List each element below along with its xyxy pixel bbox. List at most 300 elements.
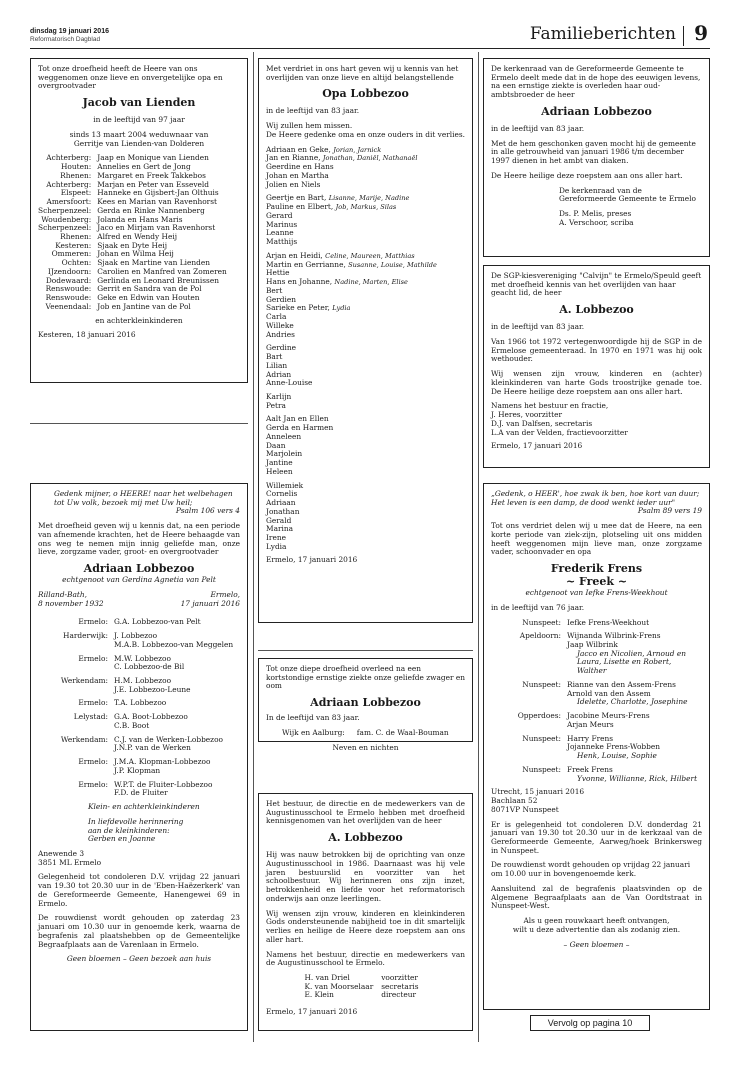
address-line: Anewende 3 bbox=[38, 849, 85, 858]
notice-text: Namens het bestuur, directie en medewerkers van de Augustinusschool te Ermelo. bbox=[266, 949, 465, 968]
address-line: Bachlaan 52 bbox=[491, 796, 538, 806]
names: Johan en Wilma Heij bbox=[97, 249, 174, 259]
children-names: Lisanne, Marije, Nadine bbox=[328, 194, 410, 203]
names: Jantine bbox=[266, 458, 293, 468]
names: Cornelis bbox=[266, 489, 298, 499]
signature-line: D.J. van Dalfsen, secretaris bbox=[491, 418, 593, 428]
notice-intro: De kerkenraad van de Gereformeerde Gemeente te Ermelo deelt mede dat in de hope des eeuwigen levens, na een ernstige ziekte is overleden haar oud-ambtsbroeder de heer bbox=[491, 64, 701, 100]
names: Bert bbox=[266, 285, 283, 295]
place: Werkendam: bbox=[60, 734, 108, 744]
signature-line: De kerkenraad van de bbox=[559, 185, 642, 195]
children-names: Jacco en Nicolien, Arnoud en Laura, Lisette en Robert, Walther bbox=[577, 648, 686, 676]
children-names: Idelette, Charlotte, Josephine bbox=[577, 697, 688, 707]
nickname: ~ Freek ~ bbox=[565, 575, 628, 589]
name: Jojanneke Frens-Wobben bbox=[567, 742, 661, 752]
names: Petra bbox=[266, 400, 286, 410]
grandchildren-list bbox=[266, 146, 465, 552]
place: Ermelo: bbox=[78, 698, 108, 708]
family-group bbox=[491, 766, 702, 783]
spouse-line: echtgenoot van Iefke Frens-Weekhout bbox=[525, 588, 668, 598]
family-group bbox=[266, 146, 465, 190]
age-line: in de leeftijd van 83 jaar. bbox=[491, 123, 585, 133]
names: Gerald bbox=[266, 515, 292, 525]
family-row bbox=[266, 331, 465, 340]
family-list bbox=[38, 154, 227, 311]
spouse-line: echtgenoot van Gerdina Agnetia van Pelt bbox=[62, 575, 216, 585]
children-names: Susanne, Louise, Mathilde bbox=[348, 260, 437, 269]
name: Jacobine Meurs-Frens bbox=[567, 711, 650, 721]
deceased-name: Adriaan Lobbezoo bbox=[310, 696, 421, 710]
signature-line: J. Heres, voorzitter bbox=[491, 410, 563, 420]
address-line: Utrecht, 15 januari 2016 bbox=[491, 787, 585, 797]
family-row bbox=[266, 468, 465, 477]
name: J.M.A. Klopman-Lobbezoo bbox=[114, 757, 211, 767]
signature-block bbox=[491, 402, 702, 437]
place-date: Kesteren, 18 januari 2016 bbox=[38, 330, 136, 340]
notice-intro: De SGP-kiesvereniging "Calvijn" te Ermelo/Speuld geeft met droefheid kennis van het overlijden van haar geacht lid, de heer bbox=[491, 271, 702, 298]
names: Daan bbox=[266, 440, 286, 450]
family-list bbox=[38, 618, 240, 798]
age-line: in de leeftijd van 83 jaar. bbox=[266, 106, 360, 116]
place: Dodewaard: bbox=[45, 275, 92, 285]
names: Heleen bbox=[266, 466, 293, 476]
names-block bbox=[567, 735, 702, 761]
age-line: In de leeftijd van 83 jaar. bbox=[266, 713, 360, 723]
deceased-name: Jacob van Lienden bbox=[82, 96, 196, 110]
names-block bbox=[114, 699, 240, 708]
family-group bbox=[38, 758, 240, 775]
names: Marjolein bbox=[266, 449, 303, 459]
place: Werkendam: bbox=[60, 675, 108, 685]
signature-line: Ds. P. Melis, preses bbox=[559, 209, 632, 219]
place: Rhenen: bbox=[60, 170, 92, 180]
place: Renswoude: bbox=[45, 284, 92, 294]
children-names: Jonathan, Daniël, Nathanaël bbox=[322, 154, 418, 163]
name: G.A. Boot-Lobbezoo bbox=[114, 712, 188, 722]
notice-text: Gelegenheid tot condoleren D.V. vrijdag 22 januari van 19.30 tot 20.30 uur in de 'Eben-Haëzerkerk' van de Gereformeerde Gemeente, Hanengewei 69 in Ermelo. bbox=[38, 872, 240, 908]
family-row bbox=[266, 353, 465, 362]
notice-text: De Heere heilige deze roepstem aan ons aller hart. bbox=[491, 170, 683, 180]
names: Carla bbox=[266, 312, 287, 322]
place: Lelystad: bbox=[73, 712, 108, 722]
signature-block bbox=[559, 187, 702, 228]
names: Lydia bbox=[266, 541, 287, 551]
role: secretaris bbox=[381, 981, 419, 991]
header-divider bbox=[683, 26, 684, 46]
notice-text: Er is gelegenheid tot condoleren D.V. donderdag 21 januari van 19.30 tot 20.30 uur in de kerkzaal van de Gereformeerde Gemeente, Aarweg/hoek Brinkersweg in Nunspeet. bbox=[491, 819, 702, 855]
widower-line: sinds 13 maart 2004 weduwnaar van bbox=[69, 129, 209, 139]
names: Gerda en Rinke Nannenberg bbox=[97, 205, 205, 215]
names: Pauline en Elbert, bbox=[266, 202, 334, 212]
family-group bbox=[38, 677, 240, 694]
family-group bbox=[38, 781, 240, 798]
family-row bbox=[266, 322, 465, 331]
signature-line: L.A van der Velden, fractievoorzitter bbox=[491, 427, 628, 437]
notice-intro: Met droefheid geven wij u kennis dat, na een periode van afnemende krachten, het de Heere behaagde van ons weg te nemen mijn innig geliefde man, onze lieve, zorgzame vader, groot- en overgrootvader bbox=[38, 521, 240, 557]
place: Wijk en Aalburg: bbox=[282, 727, 345, 737]
notice-augustinusschool bbox=[258, 793, 473, 1031]
ad-divider bbox=[258, 650, 473, 651]
names: Marjan en Peter van Esseveld bbox=[97, 179, 209, 189]
names: Hans en Johanne, bbox=[266, 277, 333, 287]
age-line: in de leeftijd van 76 jaar. bbox=[491, 602, 585, 612]
names-block bbox=[567, 632, 702, 676]
notice-sgp bbox=[483, 265, 710, 468]
names: Lilian bbox=[266, 360, 288, 370]
notice-kerkenraad bbox=[483, 58, 710, 257]
family-row bbox=[266, 459, 465, 468]
family-row bbox=[266, 517, 465, 526]
birth-date: 8 november 1932 bbox=[38, 598, 104, 608]
column-divider bbox=[253, 52, 254, 1042]
family-row bbox=[266, 238, 465, 247]
family-group bbox=[38, 618, 240, 627]
deceased-name: A. Lobbezoo bbox=[328, 831, 403, 845]
place: Ochten: bbox=[61, 258, 92, 268]
notice-text: Hij was nauw betrokken bij de oprichting van onze Augustinusschool in 1986. Daarnaast was hij vele jaren bestuurslid en voorzitter van het schoolbestuur. Wij herinneren ons zijn inzet, betrokkenheid en liefde voor het reformatorisch onderwijs aan onze leerlingen. bbox=[266, 850, 465, 903]
role: voorzitter bbox=[381, 972, 418, 982]
place: Woudenberg: bbox=[41, 214, 92, 224]
name: C.J. van de Werken-Lobbezoo bbox=[114, 734, 223, 744]
names: Annelies en Gert de Jong bbox=[97, 162, 191, 172]
family-group bbox=[38, 632, 240, 649]
age-line: in de leeftijd van 83 jaar. bbox=[491, 322, 585, 332]
verse-line: „Gedenk, o HEER', hoe zwak ik ben, hoe kort van duur; bbox=[491, 489, 700, 498]
name: J.P. Klopman bbox=[114, 765, 161, 775]
family-row bbox=[266, 508, 465, 517]
notice-text: wilt u deze advertentie dan als zodanig zien. bbox=[512, 924, 681, 934]
place: Elspeet: bbox=[60, 188, 92, 198]
place: Ermelo: bbox=[78, 617, 108, 627]
place: Nunspeet: bbox=[522, 764, 561, 774]
deceased-name: A. Lobbezoo bbox=[559, 303, 634, 317]
family-row bbox=[266, 534, 465, 543]
age-line: in de leeftijd van 97 jaar bbox=[93, 115, 185, 125]
names: Sarieke en Peter, bbox=[266, 303, 330, 313]
family-row bbox=[266, 402, 465, 411]
name: Wijnanda Wilbrink-Frens bbox=[567, 631, 661, 641]
place: Amersfoort: bbox=[46, 197, 92, 207]
signature-line: A. Verschoor, scriba bbox=[559, 217, 634, 227]
memory-line: Gerben en Joanne bbox=[88, 834, 156, 844]
place: Scherpenzeel: bbox=[38, 223, 92, 233]
closing-line: Geen bloemen – Geen bezoek aan huis bbox=[66, 954, 212, 964]
memory-line: aan de kleinkinderen: bbox=[88, 825, 170, 835]
family-row bbox=[266, 313, 465, 322]
notice-text: De rouwdienst wordt gehouden op vrijdag 22 januari om 10.00 uur in bovengenoemde kerk. bbox=[491, 860, 691, 879]
family-row bbox=[266, 393, 465, 402]
place: Nunspeet: bbox=[522, 679, 561, 689]
notice-text: Wij wensen zijn vrouw, kinderen en kleinkinderen Gods ondersteunende nabijheid toe in dit smartelijk verlies en heilige de Heere deze roepstem aan ons aller hart. bbox=[266, 908, 465, 944]
names-block bbox=[114, 736, 240, 753]
notice-intro: Tot ons verdriet delen wij u mee dat de Heere, na een korte periode van ziek-zijn, plotseling uit ons midden heeft weggenomen mijn lieve man, onze zorgzame vader, schoonvader en opa bbox=[491, 521, 702, 557]
family-group bbox=[266, 415, 465, 476]
names: fam. C. de Waal-Bouman bbox=[356, 727, 449, 737]
names: Gerda en Harmen bbox=[266, 423, 334, 433]
family-row bbox=[266, 379, 465, 388]
notice-van-lienden bbox=[30, 58, 248, 383]
names: Hettie bbox=[266, 268, 290, 278]
place: Rhenen: bbox=[60, 231, 92, 241]
address-line: 3851 ML Ermelo bbox=[38, 857, 102, 867]
place: Harderwijk: bbox=[63, 631, 108, 641]
verse-line: tot Uw volk, bezoek mij met Uw heil; bbox=[54, 497, 193, 507]
names: Gerrit en Sandra van de Pol bbox=[97, 284, 202, 294]
names: Sjaak en Dyte Heij bbox=[97, 240, 167, 250]
children-names: Jorian, Jarnick bbox=[333, 145, 382, 154]
family-row bbox=[266, 221, 465, 230]
names: Irene bbox=[266, 533, 286, 542]
signature-line: Namens het bestuur en fractie, bbox=[491, 401, 609, 411]
name: Iefke Frens-Weekhout bbox=[567, 617, 650, 627]
widower-of: Gerritje van Lienden-van Dolderen bbox=[73, 138, 205, 148]
place: Nunspeet: bbox=[522, 617, 561, 627]
names: Geerdine en Hans bbox=[266, 162, 334, 172]
deceased-name: Frederik Frens bbox=[550, 562, 643, 576]
family-row bbox=[266, 543, 465, 552]
name: M.W. Lobbezoo bbox=[114, 653, 171, 663]
names-block bbox=[567, 619, 702, 628]
names-block bbox=[567, 681, 702, 707]
family-row bbox=[282, 729, 465, 738]
family-group bbox=[38, 655, 240, 672]
names: Margaret en Freek Takkebos bbox=[97, 170, 206, 180]
notice-intro: Tot onze diepe droefheid overleed na een kortstondige ernstige ziekte onze geliefde zwager en oom bbox=[266, 664, 465, 691]
opa-text: Wij zullen hem missen. bbox=[266, 121, 353, 131]
names: Matthijs bbox=[266, 237, 298, 247]
names: Johan en Martha bbox=[266, 170, 329, 180]
notice-frederik-frens bbox=[483, 483, 710, 1010]
notice-text: Wij wensen zijn vrouw, kinderen en (achter) kleinkinderen van harte Gods troostrijke genade toe. De Heere heilige deze roepstem aan ons aller hart. bbox=[491, 369, 702, 396]
names-block bbox=[114, 655, 240, 672]
death-place: Ermelo, bbox=[210, 589, 240, 599]
verse-reference: Psalm 106 vers 4 bbox=[175, 506, 240, 516]
name: C.B. Boot bbox=[114, 720, 150, 730]
page-header bbox=[30, 21, 710, 49]
place: Opperdoes: bbox=[517, 711, 561, 721]
newspaper-name: Reformatorisch Dagblad bbox=[30, 36, 101, 43]
notice-intro: Het bestuur, de directie en de medewerkers van de Augustinusschool te Ermelo hebben met droefheid kennisgenomen van het overlijden van de heer bbox=[266, 799, 465, 826]
deceased-name: Adriaan Lobbezoo bbox=[83, 562, 195, 576]
names: Gerdine bbox=[266, 343, 297, 353]
names: Karlijn bbox=[266, 391, 292, 401]
names-block bbox=[114, 677, 240, 694]
names: Alfred en Wendy Heij bbox=[97, 231, 177, 241]
notice-neven-nichten bbox=[258, 658, 473, 752]
family-group bbox=[491, 619, 702, 628]
names-block bbox=[114, 713, 240, 730]
names: Jaap en Monique van Lienden bbox=[97, 153, 209, 163]
names: Jonathan bbox=[266, 506, 300, 516]
names-block bbox=[114, 618, 240, 627]
page-number: 9 bbox=[694, 21, 708, 45]
family-group bbox=[266, 482, 465, 552]
address-line: 8071VP Nunspeet bbox=[491, 804, 559, 814]
name: Freek Frens bbox=[567, 764, 613, 774]
signatory: H. van Driel bbox=[304, 972, 350, 982]
name: C. Lobbezoo-de Bil bbox=[114, 662, 185, 672]
children-names: Celine, Maureen, Matthias bbox=[325, 251, 415, 260]
grandchildren-line: Klein- en achterkleinkinderen bbox=[88, 802, 200, 812]
continued-on-page-link[interactable]: Vervolg op pagina 10 bbox=[530, 1015, 650, 1031]
place: Apeldoorn: bbox=[519, 631, 561, 641]
place: Veenendaal: bbox=[45, 301, 92, 311]
children-names: Yvonne, Willianne, Rick, Hilbert bbox=[577, 773, 698, 783]
birth-place: Rilland-Bath, bbox=[38, 589, 87, 599]
name: Jaap Wilbrink bbox=[567, 640, 618, 650]
notice-text: Van 1966 tot 1972 vertegenwoordigde hij de SGP in de Ermelose gemeenteraad. In 1970 en 1971 was hij ook wethouder. bbox=[491, 336, 702, 364]
issue-date: dinsdag 19 januari 2016 bbox=[30, 28, 109, 35]
deceased-name: Opa Lobbezoo bbox=[322, 87, 409, 101]
family-row bbox=[266, 344, 465, 353]
names: Aalt Jan en Ellen bbox=[266, 414, 329, 424]
name: T.A. Lobbezoo bbox=[114, 698, 167, 708]
family-group bbox=[491, 735, 702, 761]
signature-line: Neven en nichten bbox=[332, 742, 399, 752]
names: Gerdien bbox=[266, 294, 297, 304]
names: Adrian bbox=[266, 369, 292, 379]
names: Bart bbox=[266, 352, 283, 362]
name: G.A. Lobbezoo-van Pelt bbox=[114, 617, 201, 627]
names: Anne-Louise bbox=[266, 378, 313, 388]
notice-intro: Met verdriet in ons hart geven wij u kennis van het overlijden van onze lieve en altijd belangstellende bbox=[266, 64, 459, 82]
death-date: 17 januari 2016 bbox=[180, 598, 240, 608]
role: directeur bbox=[381, 990, 417, 1000]
names: Jolien en Niels bbox=[266, 179, 321, 189]
family-group bbox=[266, 393, 465, 410]
names: Hanneke en Gijsbert-Jan Olthuis bbox=[97, 188, 219, 198]
names: Jan en Rianne, bbox=[266, 153, 321, 163]
family-row bbox=[266, 525, 465, 534]
name: Harry Frens bbox=[567, 733, 614, 743]
place: Achterberg: bbox=[46, 153, 92, 163]
names: Adriaan en Geke, bbox=[266, 144, 331, 154]
names: Marina bbox=[266, 524, 294, 534]
names: Carolien en Manfred van Zomeren bbox=[97, 266, 227, 276]
place: Ermelo: bbox=[78, 757, 108, 767]
notice-text: Aansluitend zal de begrafenis plaatsvinden op de Algemene Begraafplaats aan de Van Oordtstraat in Nunspeet-West. bbox=[491, 883, 702, 911]
signature-line: Gereformeerde Gemeente te Ermelo bbox=[559, 194, 696, 204]
place: Ommeren: bbox=[51, 249, 92, 259]
family-group bbox=[491, 632, 702, 676]
names: Arjan en Heidi, bbox=[266, 250, 323, 260]
family-group bbox=[266, 194, 465, 246]
family-group bbox=[38, 713, 240, 730]
names: Sjaak en Martine van Lienden bbox=[97, 258, 210, 268]
family-group bbox=[266, 344, 465, 388]
notice-text: De rouwdienst wordt gehouden op zaterdag 23 januari om 10.30 uur in genoemde kerk, waarna de begrafenis zal plaatshebben op de Gemeentelijke Begraafplaats aan de Varenlaan in Ermelo. bbox=[38, 913, 240, 949]
verse-reference: Psalm 89 vers 19 bbox=[637, 506, 702, 516]
signatory: K. van Moorselaar bbox=[304, 981, 374, 991]
place: Ermelo: bbox=[78, 653, 108, 663]
names: Gerlinda en Leonard Breunissen bbox=[97, 275, 219, 285]
names-block bbox=[567, 766, 702, 783]
names: Jaco en Mirjam van Ravenhorst bbox=[97, 223, 216, 233]
place-date: Ermelo, 17 januari 2016 bbox=[491, 441, 583, 451]
place: Kesteren: bbox=[55, 240, 92, 250]
children-names: Henk, Louise, Sophie bbox=[577, 751, 657, 761]
names: Jolanda en Hans Maris bbox=[97, 214, 183, 224]
name: H.M. Lobbezoo bbox=[114, 675, 172, 685]
place: IJzendoorn: bbox=[47, 266, 92, 276]
place: Achterberg: bbox=[46, 179, 92, 189]
family-row bbox=[38, 303, 227, 312]
names: Marinus bbox=[266, 219, 298, 229]
children-names: Job, Markus, Silas bbox=[335, 203, 397, 212]
name: W.P.T. de Fluiter-Lobbezoo bbox=[114, 779, 213, 789]
place: Ermelo: bbox=[78, 779, 108, 789]
names-block bbox=[114, 758, 240, 775]
signature-row bbox=[304, 991, 426, 1000]
names: Kees en Marian van Ravenhorst bbox=[97, 197, 217, 207]
names: Gerard bbox=[266, 210, 293, 220]
name: J. Lobbezoo bbox=[114, 631, 158, 641]
closing-line: – Geen bloemen – bbox=[563, 939, 630, 949]
notice-adriaan-family bbox=[30, 483, 248, 1031]
names-block bbox=[567, 712, 702, 729]
family-row bbox=[266, 278, 465, 287]
opa-text: De Heere gedenke oma en onze ouders in dit verlies. bbox=[266, 129, 465, 139]
verse-line: Gedenk mijner, o HEERE! naar het welbehagen bbox=[54, 489, 233, 498]
name: Arnold van den Assem bbox=[567, 688, 651, 698]
place: Nunspeet: bbox=[522, 733, 561, 743]
names: Geke en Edwin van Houten bbox=[97, 293, 200, 303]
family-group bbox=[491, 712, 702, 729]
name: J.N.P. van de Werken bbox=[114, 743, 191, 753]
notice-text: Als u geen rouwkaart heeft ontvangen, bbox=[523, 916, 670, 926]
names: Martin en Gerrianne, bbox=[266, 259, 346, 269]
names: Willeke bbox=[266, 320, 294, 330]
names: Willemiek bbox=[266, 480, 304, 490]
family-group bbox=[38, 736, 240, 753]
names: Geertje en Bart, bbox=[266, 193, 327, 203]
names: Andries bbox=[266, 329, 295, 339]
family-group bbox=[38, 699, 240, 708]
place: Scherpenzeel: bbox=[38, 205, 92, 215]
notice-opa-lobbezoo bbox=[258, 58, 473, 623]
section-title: Familieberichten bbox=[529, 24, 676, 44]
place-date: Ermelo, 17 januari 2016 bbox=[266, 555, 358, 565]
deceased-name: Adriaan Lobbezoo bbox=[541, 104, 652, 118]
notice-intro: Tot onze droefheid heeft de Heere van ons weggenomen onze lieve en onvergetelijke opa en overgrootvader bbox=[38, 64, 223, 91]
family-row bbox=[266, 433, 465, 442]
family-row bbox=[266, 304, 465, 313]
children-names: Lydia bbox=[332, 304, 351, 313]
verse-line: Het leven is een damp, de dood wenkt ieder uur" bbox=[491, 497, 676, 507]
family-row bbox=[266, 261, 465, 270]
family-row bbox=[266, 362, 465, 371]
names-block bbox=[114, 781, 240, 798]
names: Anneleen bbox=[266, 431, 302, 441]
great-grandchildren: en achterkleinkinderen bbox=[95, 315, 183, 325]
life-dates bbox=[38, 600, 240, 609]
family-row bbox=[266, 450, 465, 459]
notice-text: Met de hem geschonken gaven mocht hij de gemeente in alle getrouwheid van januari 1986 t/m december 1997 dienen in het ambt van diaken. bbox=[491, 138, 696, 166]
name: Rianne van den Assem-Frens bbox=[567, 679, 676, 689]
name: F.D. de Fluiter bbox=[114, 788, 168, 798]
signatory: E. Klein bbox=[304, 990, 334, 1000]
names: Adriaan bbox=[266, 498, 296, 508]
memory-line: In liefdevolle herinnering bbox=[88, 816, 184, 826]
grandchildren-block bbox=[88, 803, 240, 844]
ad-divider bbox=[30, 423, 248, 424]
place-date: Ermelo, 17 januari 2016 bbox=[266, 1007, 358, 1017]
column-divider bbox=[478, 52, 479, 1042]
family-group bbox=[491, 681, 702, 707]
family-row bbox=[266, 181, 465, 190]
name: M.A.B. Lobbezoo-van Meggelen bbox=[114, 639, 234, 649]
signature-block bbox=[304, 974, 426, 1000]
